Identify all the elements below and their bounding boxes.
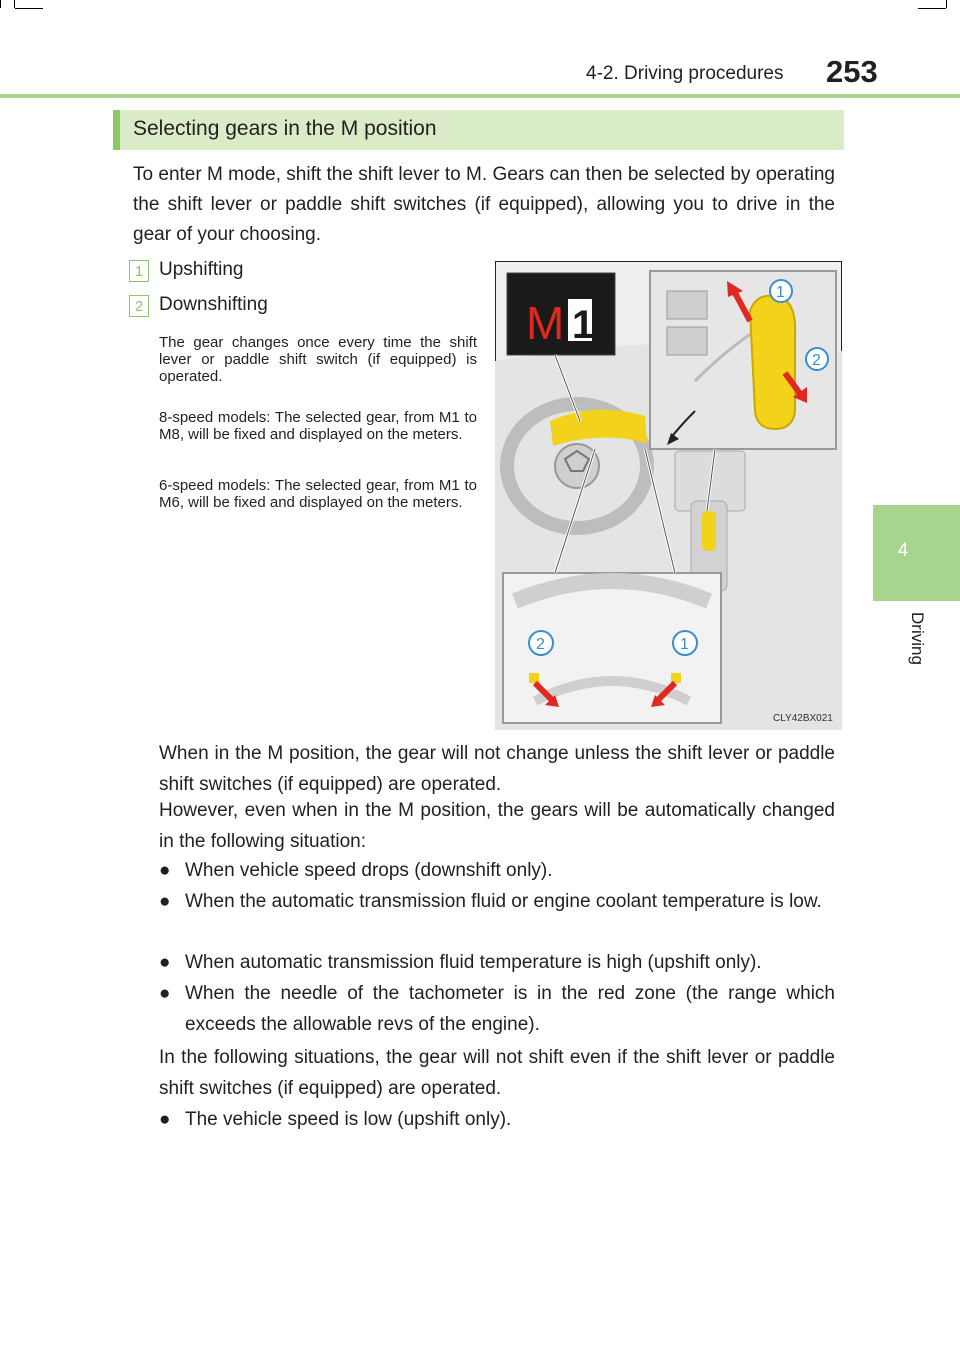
bullet-text: When vehicle speed drops (downshift only). — [185, 860, 553, 881]
item-label-upshifting: Upshifting — [159, 259, 244, 280]
bullet-text: The vehicle speed is low (upshift only). — [185, 1109, 512, 1130]
bullet-text: When the automatic transmission fluid or engine coolant temperature is low. — [185, 891, 822, 912]
item-number-2: 2 — [129, 295, 149, 317]
section-title: Selecting gears in the M position — [133, 117, 437, 140]
bullet-text: When automatic transmission fluid temperature is high (upshift only). — [185, 952, 762, 973]
list-item — [159, 947, 835, 978]
chapter-label: Driving — [908, 612, 927, 665]
callout-1: 1 — [776, 284, 785, 301]
crop-mark — [918, 8, 946, 9]
chapter-number: 4 — [897, 540, 909, 561]
shift-illustration — [495, 261, 842, 730]
bullet-icon: ● — [159, 952, 171, 973]
display-mode-letter: M — [526, 297, 565, 349]
display-gear-number: 1 — [572, 303, 595, 347]
header-rule — [0, 94, 960, 98]
item-label-downshifting: Downshifting — [159, 294, 268, 315]
console-lever-highlight — [702, 511, 716, 551]
bullet-icon: ● — [159, 1109, 171, 1130]
bullet-icon: ● — [159, 983, 171, 1004]
crop-mark — [0, 0, 1, 8]
header-section: 4-2. Driving procedures — [586, 63, 784, 84]
section-title-accent — [113, 110, 120, 150]
paragraph-m-position: When in the M position, the gear will not change unless the shift lever or paddle shift switches (if equipped) are operated. — [159, 743, 835, 795]
note-gear-change: The gear changes once every time the shift lever or paddle shift switch (if equipped) is operated. — [159, 334, 477, 385]
list-item — [159, 978, 835, 1040]
paragraph-automatic-change: However, even when in the M position, the gears will be automatically changed in the following situation: — [159, 800, 835, 852]
intro-paragraph: To enter M mode, shift the shift lever to M. Gears can then be selected by operating the shift lever or paddle shift switches (if equipped), allowing you to drive in the gear of your choosing. — [133, 164, 835, 245]
crop-mark — [14, 0, 15, 8]
chapter-label-wrap — [905, 612, 929, 692]
shift-lever-highlight — [750, 296, 795, 429]
note-6-speed: 6-speed models: The selected gear, from M1 to M6, will be fixed and displayed on the meters. — [159, 477, 477, 511]
illustration-code: CLY42BX021 — [773, 713, 833, 724]
paragraph-no-shift: In the following situations, the gear will not shift even if the shift lever or paddle shift switches (if equipped) are operated. — [159, 1047, 835, 1099]
paddle-callout-1: 1 — [680, 636, 689, 653]
bullet-icon: ● — [159, 891, 171, 912]
list-item — [159, 886, 835, 917]
list-item — [159, 1104, 835, 1135]
list-item — [159, 855, 835, 886]
item-number-1: 1 — [129, 260, 149, 282]
crop-mark — [946, 0, 947, 8]
page-number: 253 — [826, 54, 878, 89]
paddle-callout-2: 2 — [536, 636, 545, 653]
note-8-speed: 8-speed models: The selected gear, from M1 to M8, will be fixed and displayed on the meters. — [159, 409, 477, 443]
bullet-icon: ● — [159, 860, 171, 881]
bullet-text: When the needle of the tachometer is in the red zone (the range which exceeds the allowable revs of the engine). — [185, 983, 835, 1035]
callout-2: 2 — [812, 352, 821, 369]
crop-mark — [15, 8, 43, 9]
